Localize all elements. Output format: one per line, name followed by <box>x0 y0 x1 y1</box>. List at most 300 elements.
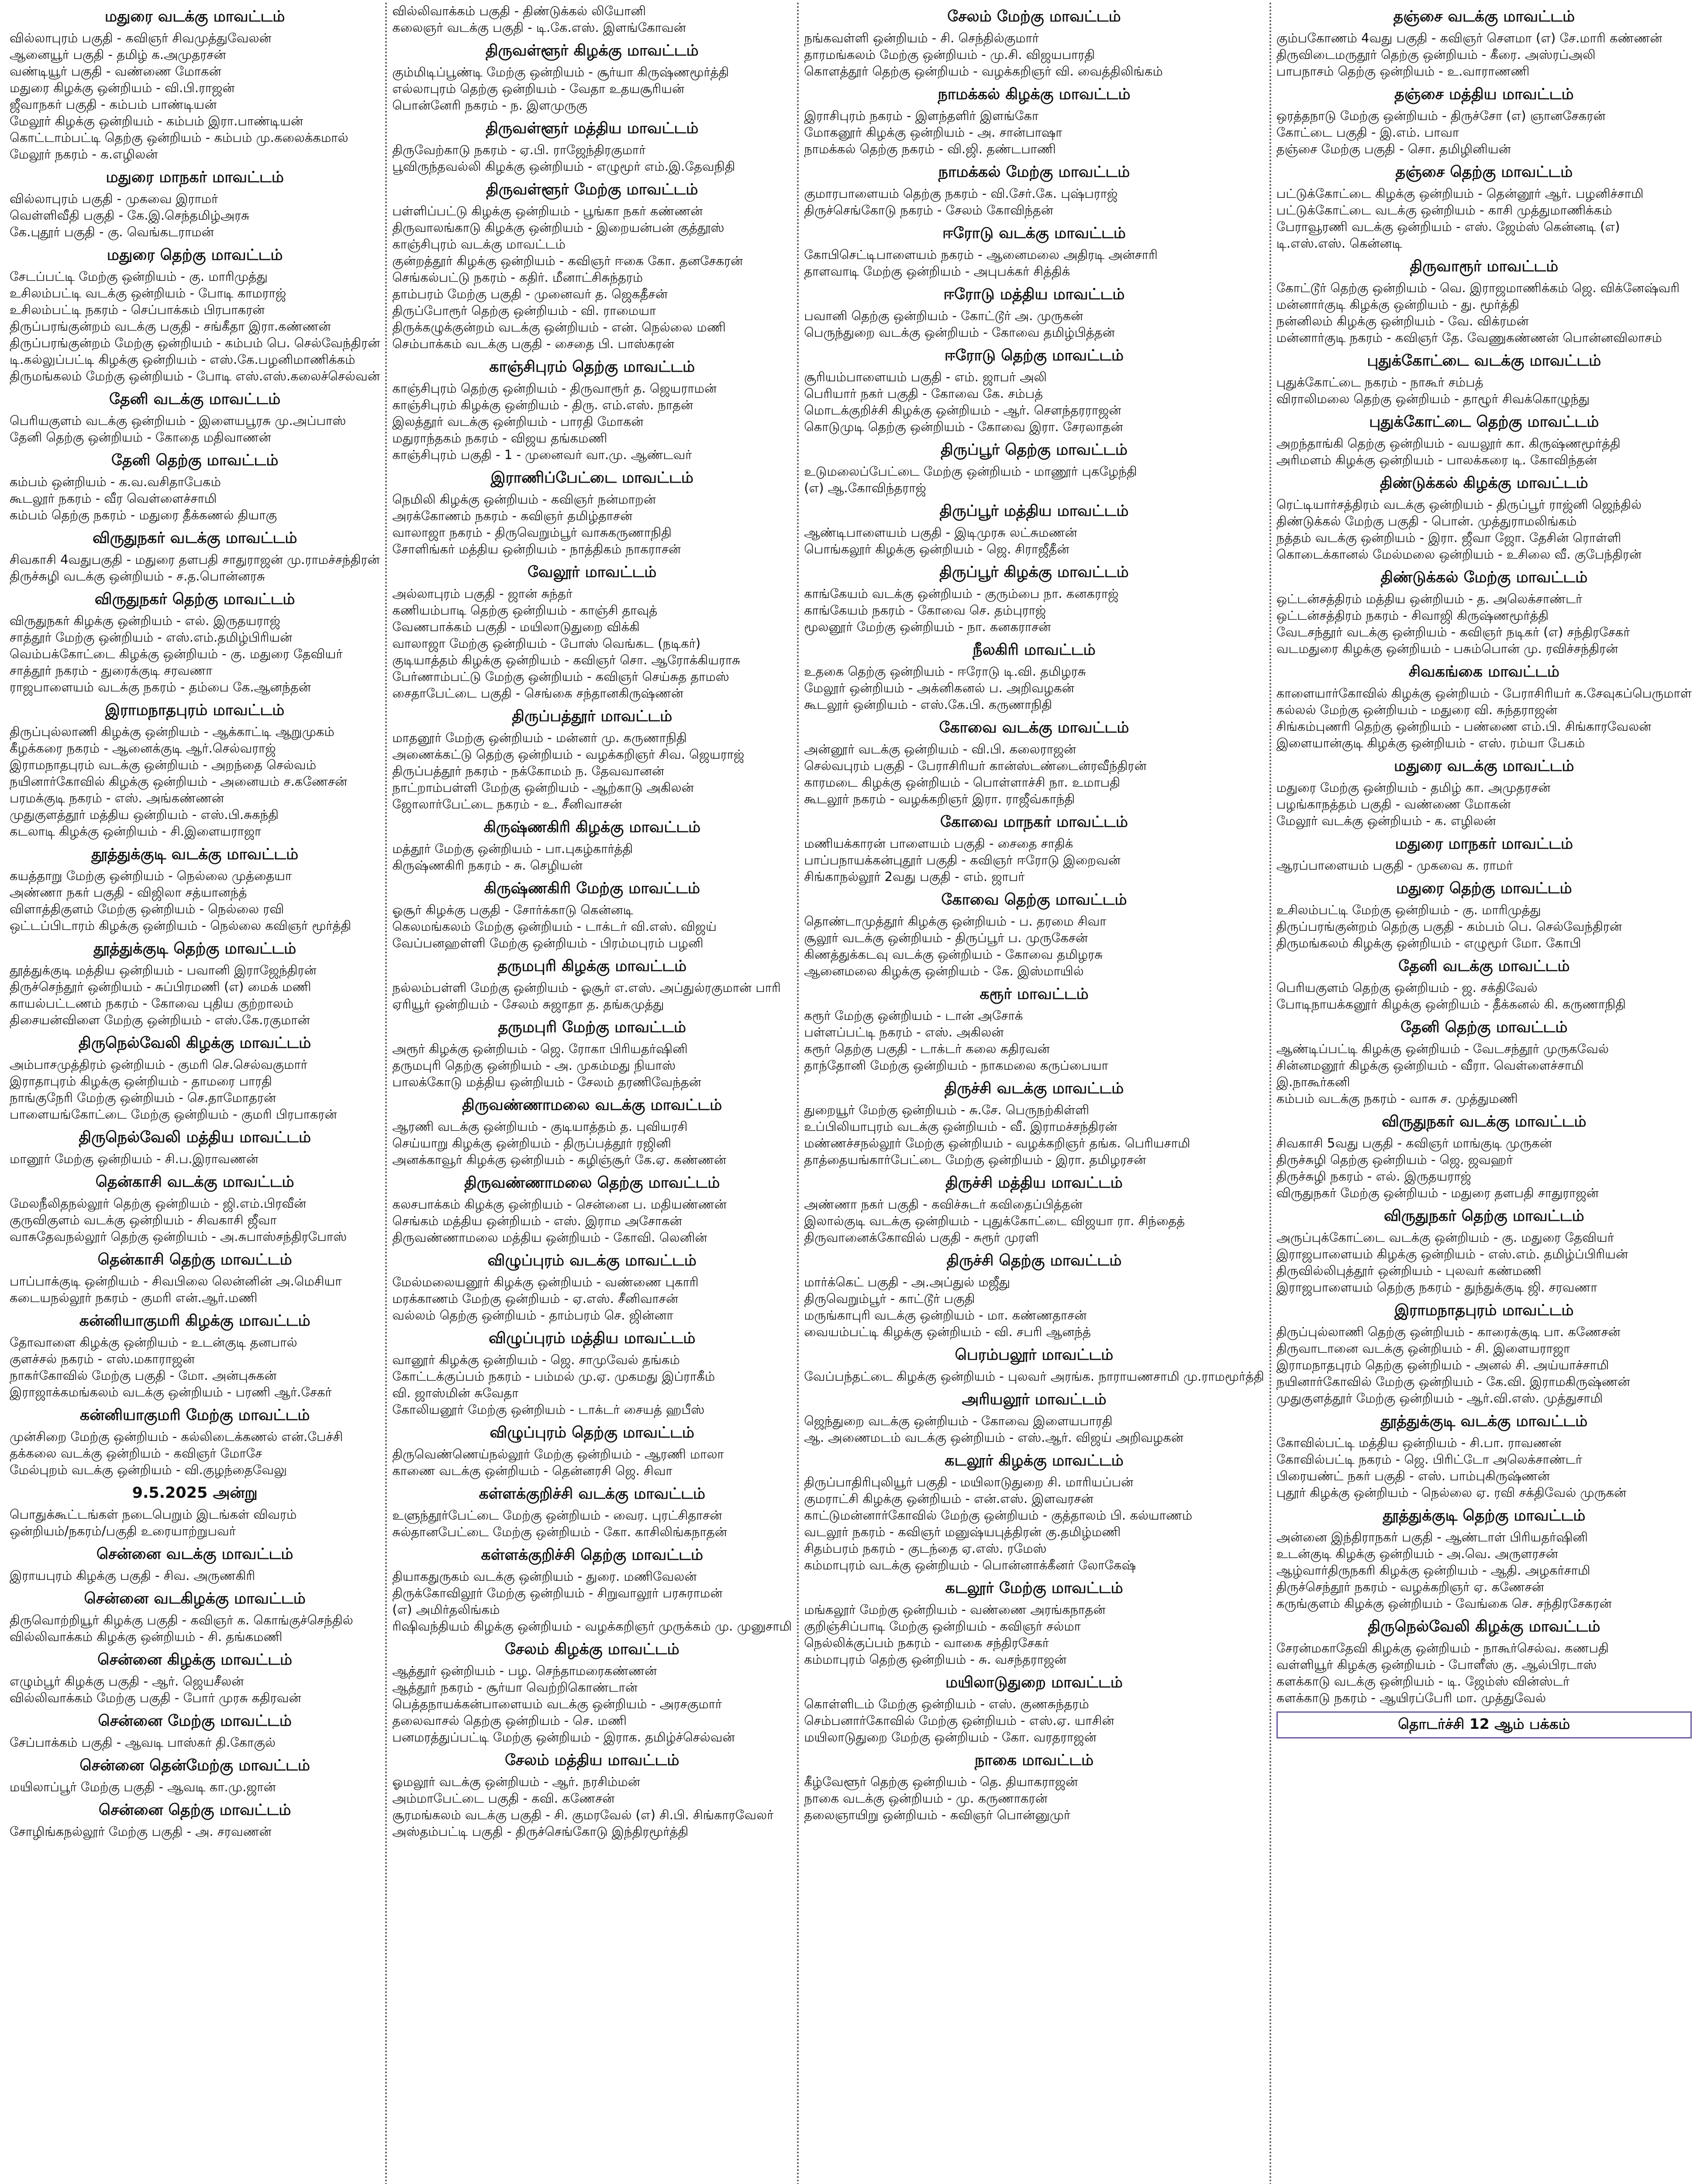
speaker-entry: பனமரத்துப்பட்டி மேற்கு ஒன்றியம் - இராக. தமிழ்ச்செல்வன் <box>392 1730 735 1745</box>
speaker-entry: பாபநாசம் தெற்கு ஒன்றியம் - உ.வாராணணி <box>1276 64 1530 79</box>
speaker-entry: கோட்டக்குப்பம் நகரம் - பம்மல் மு.ஏ. முகமது இப்ராகீம் <box>392 1369 715 1384</box>
district-section <box>392 1094 792 1168</box>
speaker-entry: நத்தம் வடக்கு ஒன்றியம் - இரா. ஜீவா ஜோ. தேசின் ரொள்ளி <box>1276 530 1621 545</box>
speaker-entry: உளுந்தூர்பேட்டை மேற்கு ஒன்றியம் - வைர. புரட்சிதாசன் <box>392 1508 722 1523</box>
district-section <box>804 561 1264 635</box>
speaker-entry: செங்கம் மத்திய ஒன்றியம் - எஸ். இராம அசோகன் <box>392 1213 682 1228</box>
speaker-entry: கொடைக்கானல் மேல்மலை ஒன்றியம் - உசிலை வீ. குபேந்திரன் <box>1276 547 1642 562</box>
speaker-entry: கீழக்கரை நகரம் - ஆனைக்குடி ஆர்.செல்வராஜ் <box>10 741 276 756</box>
speaker-entry: திருவாலங்காடு கிழக்கு ஒன்றியம் - இறையன்பன் குத்தூஸ் <box>392 220 724 235</box>
district-section <box>804 439 1264 496</box>
speaker-entry: காஞ்சிபுரம் தெற்கு ஒன்றியம் - திருவாரூர் த. ஜெயராமன் <box>392 381 717 396</box>
district-section <box>804 83 1264 157</box>
district-section <box>10 1126 380 1167</box>
district-heading: தூத்துக்குடி வடக்கு மாவட்டம் <box>1380 1413 1588 1430</box>
district-heading: சென்னை வடகிழக்கு மாவட்டம் <box>84 1590 306 1607</box>
speaker-entry: கடலாடி கிழக்கு ஒன்றியம் - சி.இளையராஜா <box>10 824 262 839</box>
district-section <box>10 937 380 1028</box>
district-section <box>804 1577 1264 1668</box>
district-section <box>392 1544 792 1635</box>
district-section <box>392 356 792 463</box>
district-heading: திருநெல்வேலி மத்திய மாவட்டம் <box>79 1129 311 1146</box>
speaker-entry: பழங்காநத்தம் பகுதி - வண்ணை மோகன் <box>1276 797 1511 812</box>
speaker-entry: கும்பகோணம் 4வது பகுதி - கவிஞர் சௌமா (எ) சே.மாரி கண்ணன் <box>1276 31 1663 45</box>
speaker-entry: அரக்கோணம் நகரம் - கவிஞர் தமிழ்தாசன் <box>392 508 633 523</box>
speaker-entry: மேலூர் வடக்கு ஒன்றியம் - க. எழிலன் <box>1276 813 1496 828</box>
speaker-entry: குமாரபாளையம் தெற்கு நகரம் - வி.சேர்.கே. புஷ்பராஜ் <box>804 186 1118 201</box>
speaker-entry: சைதாபேட்டை பகுதி - செங்கை சந்தானகிருஷ்ணன் <box>392 686 683 701</box>
speaker-entry: நயினார்கோவில் மேற்கு ஒன்றியம் - கே.வி. இராமகிருஷ்ணன் <box>1276 1374 1630 1389</box>
speaker-entry: கோவில்பட்டி மத்திய ஒன்றியம் - சி.பா. ராவணன் <box>1276 1435 1562 1450</box>
speaker-entry: குன்றத்தூர் கிழக்கு ஒன்றியம் - கவிஞர் ஈகை கோ. தனசேகரன் <box>392 253 743 268</box>
speaker-entry: அனக்காவூர் கிழக்கு ஒன்றியம் - கழிஞ்சூர் கே.ஏ. கண்ணன் <box>392 1152 727 1167</box>
district-heading: தேனி வடக்கு மாவட்டம் <box>109 390 281 408</box>
speaker-entry: கம்பம் தெற்கு நகரம் - மதுரை தீக்கணல் தியாகு <box>10 508 277 522</box>
speaker-entry: பெத்தநாயக்கன்பாளையம் வடக்கு ஒன்றியம் - அரசகுமார் <box>392 1697 722 1711</box>
speaker-entry: வேப்பந்தட்டை கிழக்கு ஒன்றியம் - புலவர் அரங்க. நாராயணசாமி மு.ராமமூர்த்தி <box>804 1369 1264 1384</box>
speaker-entry: வில்லிவாக்கம் பகுதி - திண்டுக்கல் லியோனி <box>392 3 646 18</box>
speaker-entry: திருமங்கலம் கிழக்கு ஒன்றியம் - எழுமூர் மோ. கோபி <box>1276 936 1581 950</box>
speaker-entry: கொள்ளிடம் மேற்கு ஒன்றியம் - எஸ். குணசுந்தரம் <box>804 1697 1089 1711</box>
speaker-entry: மதுரை கிழக்கு ஒன்றியம் - வி.பி.ராஜன் <box>10 80 235 95</box>
speaker-entry: திருப்பரங்குன்றம் தெற்கு பகுதி - கம்பம் பெ. செல்வேந்திரன் <box>1276 919 1622 934</box>
continued-page-note: தொடர்ச்சி 12 ஆம் பக்கம் <box>1276 1711 1692 1738</box>
speaker-entry: முதுகுளத்தூர் மத்திய ஒன்றியம் - எஸ்.பி.சுகந்தி <box>10 807 279 822</box>
speaker-entry: ஆரப்பாளையம் பகுதி - முகவை க. ராமர் <box>1276 858 1513 873</box>
speaker-entry: செம்பனார்கோவில் மேற்கு ஒன்றியம் - எஸ்.ஏ. யாசின் <box>804 1713 1114 1728</box>
district-heading: மதுரை மாநகர் மாவட்டம் <box>106 169 284 186</box>
district-heading: திருச்சி வடக்கு மாவட்டம் <box>944 1080 1124 1097</box>
district-section <box>1276 1299 1692 1406</box>
speaker-entry: வாசுதேவநல்லூர் தெற்கு ஒன்றியம் - அ.சுபாஸ்சந்திரபோஸ் <box>10 1229 347 1244</box>
district-heading: சென்னை தென்மேற்கு மாவட்டம் <box>79 1757 310 1774</box>
district-section <box>1276 955 1692 1013</box>
speaker-entry: கோலியனூர் மேற்கு ஒன்றியம் - டாக்டர் சையத் ஹபீஸ் <box>392 1402 705 1417</box>
speaker-entry: கெலமங்கலம் மேற்கு ஒன்றியம் - டாக்டர் வி.எஸ். விஜய் <box>392 919 717 934</box>
speaker-entry: ஆண்டிபாளையம் பகுதி - இடிமுரசு லட்சுமணன் <box>804 525 1077 540</box>
district-heading: கன்னியாகுமரி மேற்கு மாவட்டம் <box>79 1406 310 1424</box>
speaker-entry: பட்டுக்கோட்டை கிழக்கு ஒன்றியம் - தென்னூர் ஆர். பழனிச்சாமி <box>1276 186 1644 201</box>
district-section <box>392 877 792 951</box>
column-3 <box>799 3 1271 2184</box>
district-heading: அரியலூர் மாவட்டம் <box>962 1391 1107 1408</box>
district-section <box>1276 1410 1692 1501</box>
speaker-entry: பூவிருந்தவல்லி கிழக்கு ஒன்றியம் - எழுமூர் எம்.இ.தேவநிதி <box>392 159 735 174</box>
district-section <box>392 1249 792 1324</box>
speaker-entry: திருப்பாதிரிபுலியூர் பகுதி - மயிலாடுதுறை சி. மாரியப்பன் <box>804 1475 1134 1489</box>
speaker-entry: பள்ளிப்பட்டு கிழக்கு ஒன்றியம் - பூங்கா நகர் கண்ணன் <box>392 204 703 218</box>
speaker-entry: காணை வடக்கு ஒன்றியம் - தென்னரசி ஜெ. சிவா <box>392 1463 673 1478</box>
district-section <box>10 843 380 934</box>
speaker-entry: உதகை தெற்கு ஒன்றியம் - ஈரோடு டி.வி. தமிழரசு <box>804 664 1086 679</box>
speaker-entry: சிதம்பரம் நகரம் - குடந்தை ஏ.எஸ். ரமேஸ் <box>804 1541 1047 1556</box>
speaker-entry: நல்லம்பள்ளி மேற்கு ஒன்றியம் - ஓசூர் எ.எஸ். அப்துல்ரகுமான் பாரி <box>392 980 781 995</box>
district-section <box>804 161 1264 218</box>
speaker-entry: சூலூர் வடக்கு ஒன்றியம் - திருப்பூர் ப. முருகேசன் <box>804 930 1088 945</box>
speaker-entry: திருவிடைமருதூர் தெற்கு ஒன்றியம் - கீரை. அஸ்ரப்அலி <box>1276 47 1596 62</box>
speaker-entry: கூடலூர் நகரம் - வீர வெள்ளைச்சாமி <box>10 491 217 506</box>
speaker-entry: கோட்டை பகுதி - இ.எம். பாவா <box>1276 125 1459 140</box>
speaker-entry: ரிஷிவந்தியம் கிழக்கு ஒன்றியம் - வழக்கறிஞர் முருக்கம் மு. முனுசாமி <box>392 1619 792 1634</box>
speaker-entry: மூலனூர் மேற்கு ஒன்றியம் - நா. கனகராசன் <box>804 619 1051 634</box>
speaker-entry: மேலநீலிதநல்லூர் தெற்கு ஒன்றியம் - ஜி.எம்.பிரவீன் <box>10 1196 307 1211</box>
district-heading: விருதுநகர் தெற்கு மாவட்டம் <box>1383 1207 1584 1225</box>
speaker-entry: நங்கவள்ளி ஒன்றியம் - சி. செந்தில்குமார் <box>804 31 1039 45</box>
speaker-entry: மாதனூர் மேற்கு ஒன்றியம் - மன்னர் மு. கருணாநிதி <box>392 730 687 745</box>
speaker-entry: தோவாளை கிழக்கு ஒன்றியம் - உடன்குடி தனபால் <box>10 1335 297 1350</box>
speaker-entry: திருப்பரங்குன்றம் வடக்கு பகுதி - சங்கீதா இரா.கண்ணன் <box>10 319 331 334</box>
district-heading: விருதுநகர் தெற்கு மாவட்டம் <box>94 591 295 608</box>
district-heading: தருமபுரி மேற்கு மாவட்டம் <box>498 1019 686 1036</box>
speaker-entry: ரெட்டியார்சத்திரம் வடக்கு ஒன்றியம் - திருப்பூர் ராஜ்னி ஜெந்தில் <box>1276 497 1642 512</box>
speaker-entry: காட்டுமன்னார்கோவில் மேற்கு ஒன்றியம் - குத்தாலம் பி. கல்யாணம் <box>804 1508 1193 1523</box>
speaker-entry: உடுமலைப்பேட்டை மேற்கு ஒன்றியம் - மாணூர் புகழேந்தி <box>804 464 1137 479</box>
district-heading: நாமக்கல் மேற்கு மாவட்டம் <box>938 163 1130 181</box>
district-heading: திருப்பூர் மத்திய மாவட்டம் <box>939 502 1129 520</box>
speaker-entry: விளாத்திகுளம் மேற்கு ஒன்றியம் - நெல்லை ரவி <box>10 902 284 916</box>
speaker-entry: சோளிங்கர் மத்திய ஒன்றியம் - நாத்திகம் நாகராசன் <box>392 542 681 556</box>
district-section <box>392 39 792 114</box>
speaker-entry: மருங்காபுரி வடக்கு ஒன்றியம் - மா. கண்ணதாசன் <box>804 1308 1087 1323</box>
speaker-entry: அரிமளம் கிழக்கு ஒன்றியம் - பாலக்கரை டி. கோவிந்தன் <box>1276 453 1597 467</box>
district-heading: சிவகங்கை மாவட்டம் <box>1408 663 1560 681</box>
speaker-entry: வாலாஜா மேற்கு ஒன்றியம் - போஸ் வெங்கட (நடிகர்) <box>392 636 701 651</box>
speaker-entry: போடிநாயக்கனூர் கிழக்கு ஒன்றியம் - தீக்கனல் கி. கருணாநிதி <box>1276 997 1626 1012</box>
speaker-entry: மேலூர் கிழக்கு ஒன்றியம் - கம்பம் இரா.பாண்டியன் <box>10 114 303 128</box>
district-section <box>1276 1110 1692 1201</box>
district-section <box>1276 566 1692 657</box>
district-section <box>1276 755 1692 829</box>
district-heading: விழுப்புரம் வடக்கு மாவட்டம் <box>487 1252 697 1269</box>
speaker-entry: மயிலாப்பூர் மேற்கு பகுதி - ஆவடி கா.மு.ஜான் <box>10 1780 276 1794</box>
district-section <box>1276 349 1692 407</box>
speaker-entry: விருதுநகர் கிழக்கு ஒன்றியம் - எல். இருதயராஜ் <box>10 613 280 628</box>
speaker-entry: தருமபுரி தெற்கு ஒன்றியம் - அ. முகம்மது நியாஸ் <box>392 1058 676 1073</box>
district-heading: விருதுநகர் வடக்கு மாவட்டம் <box>92 529 297 547</box>
district-heading: கிருஷ்ணகிரி மேற்கு மாவட்டம் <box>484 880 700 897</box>
speaker-entry: விராலிமலை தெற்கு ஒன்றியம் - தாழூர் சிவக்கொழுந்து <box>1276 391 1590 406</box>
speaker-entry: அண்ணா நகர் பகுதி - கவிச்சுடர் கவிதைப்பித்தன் <box>804 1197 1083 1212</box>
speaker-entry: அறந்தாங்கி தெற்கு ஒன்றியம் - வயலூர் கா. கிருஷ்ணமூர்த்தி <box>1276 436 1621 451</box>
speaker-entry: கோவில்பட்டி நகரம் - ஜெ. பிரிட்டோ அலெக்சாண்டர் <box>1276 1452 1582 1467</box>
speaker-entry: திருவாடானை வடக்கு ஒன்றியம் - சி. இளையராஜா <box>1276 1341 1570 1356</box>
speaker-entry: ஒன்றியம்/நகரம்/பகுதி உரையாற்றுபவர் <box>10 1524 236 1538</box>
speaker-entry: ராஜபாளையம் வடக்கு நகரம் - தம்பை கே.ஆனந்தன் <box>10 680 311 695</box>
speaker-entry: கருங்குளம் கிழக்கு ஒன்றியம் - வேங்கை செ. சந்திரசேகரன் <box>1276 1596 1612 1611</box>
district-section <box>10 1404 380 1478</box>
district-section <box>10 1648 380 1706</box>
column-2 <box>387 3 799 2184</box>
speaker-entry: வி. ஜாஸ்மின் சுவேதா <box>392 1386 519 1400</box>
speaker-entry: வில்லாபுரம் பகுதி - கவிஞர் சிவமுத்துவேலன் <box>10 31 272 45</box>
district-heading: திருச்சி தெற்கு மாவட்டம் <box>946 1252 1122 1269</box>
district-heading: இராணிப்பேட்டை மாவட்டம் <box>490 469 693 487</box>
district-section <box>392 117 792 175</box>
district-heading: சேலம் மேற்கு மாவட்டம் <box>947 8 1121 25</box>
speaker-entry: பட்டுக்கோட்டை வடக்கு ஒன்றியம் - காசி முத்துமாணிக்கம் <box>1276 203 1612 218</box>
speaker-entry: மானூர் மேற்கு ஒன்றியம் - சி.ப.இராவணன் <box>10 1151 259 1166</box>
speaker-entry: பொங்கலூர் கிழக்கு ஒன்றியம் - ஜெ. சிராஜீதீன் <box>804 542 1069 556</box>
speaker-entry: ஜீவாநகர் பகுதி - கம்பம் பாண்டியன் <box>10 97 217 112</box>
speaker-entry: பேராவூரணி வடக்கு ஒன்றியம் - எஸ். ஜேம்ஸ் கென்னடி (எ) <box>1276 219 1620 234</box>
speaker-entry: இலால்குடி வடக்கு ஒன்றியம் - புதுக்கோட்டை விஜயா ரா. சிந்தைத் <box>804 1213 1185 1228</box>
district-section <box>392 1482 792 1540</box>
district-heading: ஈரோடு வடக்கு மாவட்டம் <box>942 225 1126 242</box>
speaker-entry: எல்லாபுரம் தெற்கு ஒன்றியம் - வேதா உதயசூரியன் <box>392 81 685 96</box>
speaker-entry: அரூர் கிழக்கு ஒன்றியம் - ஜெ. ரோகா பிரியதர்ஷினி <box>392 1041 688 1056</box>
speaker-entry: களக்காடு வடக்கு ஒன்றியம் - டி. ஜேம்ஸ் வின்ஸ்டர் <box>1276 1674 1570 1689</box>
district-heading: திருவள்ளூர் மேற்கு மாவட்டம் <box>486 181 698 198</box>
speaker-entry: அண்ணா நகர் பகுதி - விஜிலா சத்யானந்த் <box>10 885 247 900</box>
district-section <box>392 816 792 874</box>
district-heading: நாகை மாவட்டம் <box>974 1752 1094 1769</box>
speaker-entry: திருப்புல்லாணி கிழக்கு ஒன்றியம் - ஆக்காட்டி ஆறுமுகம் <box>10 724 335 739</box>
district-heading: தஞ்சை தெற்கு மாவட்டம் <box>1395 163 1573 181</box>
district-heading: திருப்பூர் கிழக்கு மாவட்டம் <box>939 563 1129 581</box>
district-heading: சென்னை மேற்கு மாவட்டம் <box>98 1712 292 1730</box>
speaker-entry: பெரியகுளம் தெற்கு ஒன்றியம் - ஜ. சக்திவேல் <box>1276 980 1538 995</box>
district-section <box>804 222 1264 280</box>
speaker-entry: குருவிகுளம் வடக்கு ஒன்றியம் - சிவகாசி ஜீவா <box>10 1213 277 1227</box>
speaker-entry: தலைவாசல் தெற்கு ஒன்றியம் - செ. மணி <box>392 1713 627 1728</box>
speaker-entry: இராஜாக்கமங்கலம் வடக்கு ஒன்றியம் - பரணி ஆர்.சேகர் <box>10 1385 332 1400</box>
speaker-entry: துறையூர் மேற்கு ஒன்றியம் - சு.சே. பெருநற்கிள்ளி <box>804 1102 1090 1117</box>
speaker-entry: உடன்குடி கிழக்கு ஒன்றியம் - அ.வெ. அருளரசன் <box>1276 1546 1558 1561</box>
speaker-entry: ஓமலூர் வடக்கு ஒன்றியம் - ஆர். நரசிம்மன் <box>392 1774 640 1789</box>
speaker-entry: திருப்பரங்குன்றம் மேற்கு ஒன்றியம் - கம்பம் பெ. செல்வேந்திரன் <box>10 335 380 350</box>
district-section <box>392 1171 792 1246</box>
district-section <box>10 244 380 384</box>
district-heading: கடலூர் மேற்கு மாவட்டம் <box>945 1579 1123 1597</box>
column-4 <box>1271 3 1697 2184</box>
speaker-entry: வேடசந்தூர் வடக்கு ஒன்றியம் - கவிஞர் நடிகர் (எ) சந்திரசேகர் <box>1276 625 1630 639</box>
speaker-entry: கணியம்பாடி தெற்கு ஒன்றியம் - காஞ்சி தாவுத் <box>392 603 658 618</box>
district-section <box>804 888 1264 979</box>
district-heading: நாமக்கல் கிழக்கு மாவட்டம் <box>938 86 1131 103</box>
speaker-entry: கலசபாக்கம் கிழக்கு ஒன்றியம் - சென்னை ப. மதியண்ணன் <box>392 1197 727 1212</box>
speaker-entry: பரமக்குடி நகரம் - எஸ். அங்கண்ணன் <box>10 791 224 805</box>
district-section <box>1276 1205 1692 1296</box>
speaker-entry: திண்டுக்கல் மேற்கு பகுதி - பொன். முத்துராமலிங்கம் <box>1276 514 1577 529</box>
speaker-entry: மேல்புறம் வடக்கு ஒன்றியம் - வி.குழந்தைவேலு <box>10 1462 287 1477</box>
speaker-entry: வேணபாக்கம் பகுதி - மயிலாடுதுறை விக்கி <box>392 619 640 634</box>
speaker-entry: பவானி தெற்கு ஒன்றியம் - கோட்டூர் அ. முருகன் <box>804 308 1083 323</box>
district-heading: இராமநாதபுரம் மாவட்டம் <box>105 702 285 719</box>
district-section <box>804 1077 1264 1168</box>
speaker-entry: தூத்துக்குடி மத்திய ஒன்றியம் - பவானி இராஜேந்திரன் <box>10 963 317 978</box>
speaker-entry: மண்ணச்சநல்லூர் மேற்கு ஒன்றியம் - வழக்கறிஞர் தங்க. பெரியசாமி <box>804 1136 1190 1151</box>
speaker-entry: திருவில்லிபுத்தூர் ஒன்றியம் - புலவர் கண்மணி <box>1276 1263 1542 1278</box>
speaker-entry: நாமக்கல் தெற்கு நகரம் - வி.ஜி. தண்டபாணி <box>804 142 1056 156</box>
speaker-entry: கிருஷ்ணகிரி நகரம் - சு. செழியன் <box>392 858 583 873</box>
speaker-entry: சிவகாசி 5வது பகுதி - கவிஞர் மாங்குடி முருகன் <box>1276 1136 1552 1151</box>
speaker-entry: இராதாபுரம் கிழக்கு ஒன்றியம் - தாமரை பாரதி <box>10 1074 272 1089</box>
district-section <box>10 1248 380 1306</box>
speaker-entry: ஆனையூர் பகுதி - தமிழ் க.அமுதரசன் <box>10 47 226 62</box>
district-heading: தஞ்சை மத்திய மாவட்டம் <box>1394 86 1574 103</box>
speaker-entry: நாட்றாம்பள்ளி மேற்கு ஒன்றியம் - ஆற்காடு அகிலன் <box>392 780 694 795</box>
district-heading: சென்னை வடக்கு மாவட்டம் <box>96 1545 293 1563</box>
district-section <box>1276 877 1692 951</box>
speaker-entry: நயினார்கோவில் கிழக்கு ஒன்றியம் - அனையம் ச.கணேசன் <box>10 774 348 789</box>
district-section <box>804 1388 1264 1446</box>
district-heading: ஈரோடு தெற்கு மாவட்டம் <box>944 347 1124 364</box>
speaker-entry: சூரியம்பாளையம் பகுதி - எம். ஜாபர் அலி <box>804 370 1047 384</box>
speaker-entry: வெம்பக்கோட்டை கிழக்கு ஒன்றியம் - கு. மதுரை தேவியர் <box>10 646 343 661</box>
speaker-entry: ஓசூர் கிழக்கு பகுதி - சோர்க்காடு கென்னடி <box>392 902 633 917</box>
speaker-entry: இராசிபுரம் நகரம் - இளந்தளிர் இளங்கோ <box>804 108 1039 123</box>
district-heading: தேனி வடக்கு மாவட்டம் <box>1398 957 1570 975</box>
speaker-entry: திருச்செங்கோடு நகரம் - சேலம் கோவிந்தன் <box>804 203 1053 218</box>
district-section <box>804 716 1264 807</box>
speaker-entry: வள்ளியூர் கிழக்கு ஒன்றியம் - போளீஸ் கு. ஆல்பிரடாஸ் <box>1276 1657 1597 1672</box>
speaker-entry: கம்பம் வடக்கு நகரம் - வாசு ச. முத்துமணி <box>1276 1091 1518 1106</box>
district-heading: திருவண்ணாமலை வடக்கு மாவட்டம் <box>462 1096 722 1114</box>
speaker-entry: குறிஞ்சிப்பாடி மேற்கு ஒன்றியம் - கவிஞர் சல்மா <box>804 1619 1081 1634</box>
speaker-entry: ஆனைமலை கிழக்கு ஒன்றியம் - கே. இஸ்மாயில் <box>804 964 1084 978</box>
speaker-entry: மணியக்காரன் பாளையம் பகுதி - சைதை சாதிக் <box>804 836 1073 851</box>
speaker-entry: சிங்காநல்லூர் 2வது பகுதி - எம். ஜாபர் <box>804 869 1025 884</box>
speaker-entry: மரக்காணம் மேற்கு ஒன்றியம் - ஏ.எஸ். சீனிவாசன் <box>392 1291 679 1306</box>
speaker-entry: திருமங்கலம் மேற்கு ஒன்றியம் - போடி எஸ்.எஸ்.கலைச்செல்வன் <box>10 369 380 384</box>
district-section <box>804 500 1264 557</box>
speaker-entry: சூரமங்கலம் வடக்கு பகுதி - சி. குமரவேல் (எ) சி.பி. சிங்காரவேலர் <box>392 1807 774 1822</box>
district-heading: திருச்சி மத்திய மாவட்டம் <box>945 1174 1123 1192</box>
speaker-entry: நன்னிலம் கிழக்கு ஒன்றியம் - வே. விக்ரமன் <box>1276 314 1529 328</box>
speaker-entry: இலத்தூர் வடக்கு ஒன்றியம் - பாரதி மோகன் <box>392 414 644 429</box>
district-heading: விருதுநகர் வடக்கு மாவட்டம் <box>1382 1113 1587 1130</box>
speaker-entry: திருக்கோவிலூர் மேற்கு ஒன்றியம் - சிறுவாலூர் பரசுராமன் <box>392 1586 723 1600</box>
district-section <box>10 1032 380 1123</box>
speaker-entry: நாகை வடக்கு ஒன்றியம் - மு. கருணாகரன் <box>804 1791 1048 1806</box>
speaker-entry: தாரமங்கலம் மேற்கு ஒன்றியம் - மு.சி. விஜயபாரதி <box>804 47 1095 62</box>
district-heading: தென்காசி வடக்கு மாவட்டம் <box>95 1173 294 1191</box>
speaker-entry: மேல்மலையனூர் கிழக்கு ஒன்றியம் - வண்ணை புகாரி <box>392 1275 699 1289</box>
district-heading: காஞ்சிபுரம் தெற்கு மாவட்டம் <box>489 358 695 376</box>
district-section <box>804 1671 1264 1745</box>
speaker-entry: தாம்பரம் மேற்கு பகுதி - முனைவர் த. ஜெகதீசன் <box>392 287 668 301</box>
district-heading: தூத்துக்குடி தெற்கு மாவட்டம் <box>1383 1507 1586 1524</box>
district-heading: கோவை வடக்கு மாவட்டம் <box>939 719 1129 736</box>
district-heading: புதுக்கோட்டை வடக்கு மாவட்டம் <box>1367 352 1601 370</box>
speaker-entry: தாத்தையங்கார்பேட்டை மேற்கு ஒன்றியம் - இரா. தமிழரசன் <box>804 1152 1146 1167</box>
speaker-entry: திருவேற்காடு நகரம் - ஏ.பி. ராஜேந்திரகுமார் <box>392 142 646 157</box>
speaker-entry: பாலக்கோடு மத்திய ஒன்றியம் - சேலம் தரணிவேந்தன் <box>392 1075 701 1089</box>
district-section <box>392 955 792 1013</box>
speaker-entry: சுல்தானபேட்டை மேற்கு ஒன்றியம் - கோ. காசிலிங்கநாதன் <box>392 1524 727 1539</box>
speaker-entry: சேடப்பட்டி மேற்கு ஒன்றியம் - கு. மாரிமுத்து <box>10 269 268 284</box>
speaker-entry: கீழ்வேளூர் தெற்கு ஒன்றியம் - தெ. தியாகராஜன் <box>804 1774 1078 1789</box>
district-heading: தென்காசி தெற்கு மாவட்டம் <box>97 1251 292 1268</box>
district-section <box>804 1249 1264 1340</box>
speaker-entry: கோட்டூர் தெற்கு ஒன்றியம் - வெ. இராஜமாணிக்கம் ஜெ. விக்னேஷ்வரி <box>1276 280 1680 295</box>
district-heading: திருவள்ளூர் மத்திய மாவட்டம் <box>486 120 699 137</box>
speaker-entry: தாளவாடி மேற்கு ஒன்றியம் - அபுபக்கர் சித்திக் <box>804 264 1070 279</box>
speaker-entry: திருவண்ணாமலை மத்திய ஒன்றியம் - கோவி. லெனின் <box>392 1230 707 1245</box>
speaker-entry: களக்காடு நகரம் - ஆயிரப்பேரி மா. முத்துவேல் <box>1276 1690 1546 1705</box>
speaker-entry: சிவகாசி 4வதுபகுதி - மதுரை தளபதி சாதுராஜன் மு.ராமச்சந்திரன் <box>10 552 380 567</box>
speaker-entry: சேரன்மகாதேவி கிழக்கு ஒன்றியம் - நாகூர்செல்வ. கணபதி <box>1276 1641 1609 1655</box>
speaker-entry: காஞ்சிபுரம் வடக்கு மாவட்டம் <box>392 237 566 252</box>
district-section <box>10 1482 380 1539</box>
speaker-entry: (எ) அமிர்தலிங்கம் <box>392 1602 500 1617</box>
speaker-entry: ஆத்தூர் நகரம் - சூர்யா வெற்றிகொண்டான் <box>392 1680 638 1695</box>
speaker-entry: இளையான்குடி கிழக்கு ஒன்றியம் - எஸ். ரம்யா பேகம் <box>1276 736 1585 750</box>
speaker-entry: வெள்ளிவீதி பகுதி - கே.இ.செந்தமிழ்அரசு <box>10 208 250 223</box>
district-section <box>804 1749 1264 1823</box>
speaker-entry: வானூர் கிழக்கு ஒன்றியம் - ஜெ. சாமுவேல் தங்கம் <box>392 1352 680 1367</box>
speaker-entry: பாப்பநாயக்கன்புதூர் பகுதி - கவிஞர் ஈரோடு இறைவன் <box>804 853 1121 867</box>
speaker-entry: உசிலம்பட்டி மேற்கு ஒன்றியம் - கு. மாரிமுத்து <box>1276 902 1541 917</box>
speaker-entry: வில்லிவாக்கம் கிழக்கு ஒன்றியம் - சி. தங்கமணி <box>10 1629 283 1644</box>
speaker-entry: ஒட்டப்பிடாரம் கிழக்கு ஒன்றியம் - நெல்லை கவிஞர் மூர்த்தி <box>10 918 352 933</box>
speaker-entry: ஒட்டன்சத்திரம் மத்திய ஒன்றியம் - த. அலெக்சாண்டர் <box>1276 591 1583 606</box>
district-section <box>392 467 792 557</box>
speaker-entry: காளையார்கோவில் கிழக்கு ஒன்றியம் - பேராசிரியர் க.சேவுகப்பெருமாள் <box>1276 686 1692 701</box>
district-section <box>10 1543 380 1584</box>
district-heading: மதுரை தெற்கு மாவட்டம் <box>1396 880 1572 897</box>
district-heading: தூத்துக்குடி தெற்கு மாவட்டம் <box>93 940 297 957</box>
speaker-entry: ஆரணி வடக்கு ஒன்றியம் - குடியாத்தம் த. புவியரசி <box>392 1119 688 1134</box>
district-section <box>10 1710 380 1751</box>
district-section <box>1276 1615 1692 1706</box>
district-section <box>1276 255 1692 346</box>
speaker-entry: திருச்செந்தூர் நகரம் - வழக்கறிஞர் ஏ. கணேசன் <box>1276 1579 1544 1594</box>
district-section <box>1276 5 1692 79</box>
district-heading: மதுரை வடக்கு மாவட்டம் <box>1394 757 1574 775</box>
speaker-entry: விருதுநகர் மேற்கு ஒன்றியம் - மதுரை தளபதி சாதுராஜன் <box>1276 1185 1599 1200</box>
district-section <box>804 1171 1264 1246</box>
speaker-entry: அன்னை இந்திராநகர் பகுதி - ஆண்டாள் பிரியதர்ஷினி <box>1276 1530 1588 1545</box>
district-heading: மதுரை வடக்கு மாவட்டம் <box>104 8 285 25</box>
speaker-entry: அன்னூர் வடக்கு ஒன்றியம் - வி.பி. கலைராஜன் <box>804 742 1076 757</box>
speaker-entry: திருச்செந்தூர் ஒன்றியம் - சுப்பிரமணி (எ) மைக் மணி <box>10 979 311 994</box>
speaker-entry: மார்க்கெட் பகுதி - அ.அப்துல் மஜீது <box>804 1275 1011 1289</box>
speaker-entry: இராமநாதபுரம் தெற்கு ஒன்றியம் - அனல் சி. அய்யாச்சாமி <box>1276 1358 1609 1372</box>
district-section <box>10 588 380 695</box>
speaker-entry: ஏரியூர் ஒன்றியம் - சேலம் சுஜாதா த. தங்கமுத்து <box>392 997 664 1012</box>
speaker-entry: உசிலம்பட்டி நகரம் - செப்பாக்கம் பிரபாகரன் <box>10 302 265 317</box>
speaker-entry: வண்டியூர் பகுதி - வண்ணை மோகன் <box>10 64 221 79</box>
speaker-entry: காஞ்சிபுரம் கிழக்கு ஒன்றியம் - திரு. எம்.எஸ். நாதன் <box>392 397 693 412</box>
district-section <box>10 388 380 446</box>
speaker-entry: ஜெந்துறை வடக்கு ஒன்றியம் - கோவை இளையபாரதி <box>804 1413 1113 1428</box>
speaker-entry: நாங்குநேரி மேற்கு ஒன்றியம் - செ.தாமோதரன் <box>10 1090 276 1105</box>
speaker-entry: மதுராந்தகம் நகரம் - விஜய தங்கமணி <box>392 431 607 446</box>
district-section <box>10 166 380 240</box>
district-section <box>10 1171 380 1245</box>
district-heading: திருவள்ளூர் கிழக்கு மாவட்டம் <box>485 42 699 59</box>
district-section <box>804 283 1264 341</box>
speaker-entry: ஆ. அணைமடம் வடக்கு ஒன்றியம் - எஸ்.ஆர். விஜய் அறிவழகன் <box>804 1430 1183 1445</box>
district-heading: திருநெல்வேலி கிழக்கு மாவட்டம் <box>1368 1618 1600 1635</box>
district-heading: சேலம் கிழக்கு மாவட்டம் <box>504 1641 679 1658</box>
speaker-entry: பொதுக்கூட்டங்கள் நடைபெறும் இடங்கள் விவரம் <box>10 1507 297 1522</box>
speaker-entry: தஞ்சை மேற்கு பகுதி - சொ. தமிழினியன் <box>1276 142 1511 156</box>
speaker-entry: (எ) ஆ.கோவிந்தராஜ் <box>804 480 926 495</box>
speaker-entry: திருக்கழுக்குன்றம் வடக்கு ஒன்றியம் - என். நெல்லை மணி <box>392 320 726 335</box>
district-section <box>804 1344 1264 1385</box>
speaker-entry: ஜோலார்பேட்டை நகரம் - உ. சீனிவாசன் <box>392 797 622 812</box>
speaker-entry: வடமதுரை கிழக்கு ஒன்றியம் - பசும்பொன் மு. ரவிச்சந்திரன் <box>1276 641 1618 656</box>
speaker-entry: கொடுமுடி தெற்கு ஒன்றியம் - கோவை இரா. சேரலாதன் <box>804 419 1123 434</box>
speaker-entry: முதுகுளத்தூர் மேற்கு ஒன்றியம் - ஆர்.வி.எஸ். முத்துசாமி <box>1276 1391 1603 1406</box>
district-heading: தேனி தெற்கு மாவட்டம் <box>1400 1019 1568 1036</box>
district-heading: தருமபுரி கிழக்கு மாவட்டம் <box>497 957 687 975</box>
speaker-entry: திருவானைக்கோவில் பகுதி - சுரூர் முரளி <box>804 1230 1039 1245</box>
speaker-entry: வையம்பட்டி கிழக்கு ஒன்றியம் - வி. சபரி ஆனந்த் <box>804 1324 1091 1339</box>
district-heading: புதுக்கோட்டை தெற்கு மாவட்டம் <box>1369 413 1599 431</box>
